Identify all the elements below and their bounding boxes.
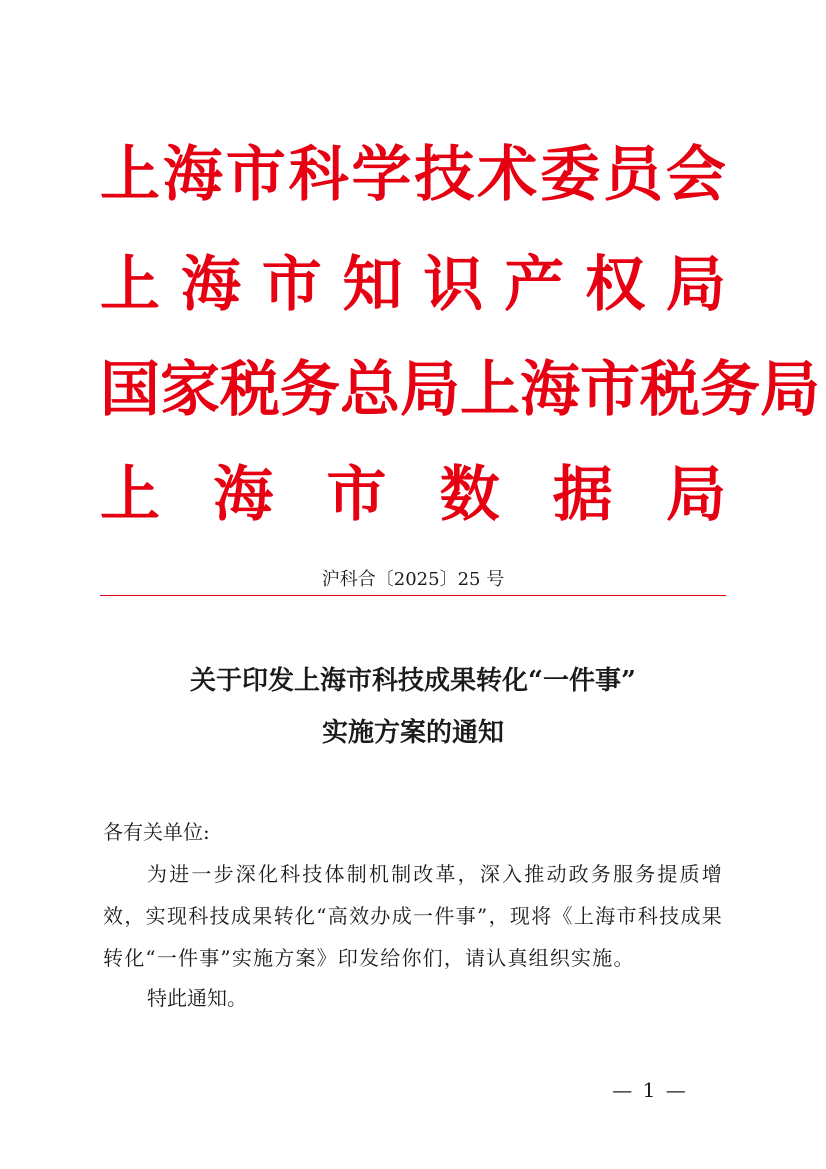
document-title-line-2: 实施方案的通知 [321,718,504,748]
issuer-line-science-commission [100,135,726,215]
issuer-char: 局 [665,460,726,530]
issuer-line-ip-bureau [100,245,726,325]
issuer-char: 总 [340,355,400,425]
red-separator-line [100,595,726,596]
issuer-char: 上 [460,355,520,425]
document-number: 沪科合〔2025〕25 号 [321,569,505,590]
issuer-char: 科 [288,140,349,210]
issuer-char: 学 [351,140,412,210]
issuer-char: 务 [280,355,340,425]
page-number: — 1 — [612,1078,688,1102]
issuer-char: 海 [520,355,580,425]
issuer-char: 海 [213,460,274,530]
document-title-line-1: 关于印发上海市科技成果转化“一件事” [190,666,636,696]
issuer-char: 数 [439,460,500,530]
issuer-char: 术 [477,140,538,210]
issuer-char: 税 [640,355,700,425]
issuer-char: 识 [423,250,484,320]
issuer-char: 委 [540,140,601,210]
issuer-char: 市 [580,355,640,425]
issuer-char: 税 [220,355,280,425]
issuer-char: 局 [760,355,820,425]
issuer-char: 技 [414,140,475,210]
issuer-char: 市 [261,250,322,320]
issuer-line-tax-bureau [100,350,820,430]
salutation: 各有关单位: [103,820,210,844]
issuer-char: 市 [326,460,387,530]
issuer-char: 产 [504,250,565,320]
issuer-char: 据 [552,460,613,530]
closing-remark: 特此通知。 [147,986,247,1010]
issuer-char: 上 [100,140,160,210]
issuer-char: 上 [100,460,160,530]
issuer-char: 局 [400,355,460,425]
issuer-char: 家 [160,355,220,425]
issuer-char: 权 [585,250,646,320]
issuer-char: 员 [603,140,663,210]
issuer-char: 市 [225,140,286,210]
issuer-char: 海 [180,250,241,320]
issuer-char: 海 [162,140,223,210]
issuer-char: 国 [100,355,160,425]
issuer-char: 局 [665,250,726,320]
issuer-char: 会 [665,140,726,210]
issuer-line-data-bureau [100,455,726,535]
issuer-char: 知 [342,250,403,320]
body-paragraph: 为进一步深化科技体制机制改革，深入推动政务服务提质增效，实现科技成果转化“高效办成一件事”，现将《上海市科技成果转化“一件事”实施方案》印发给你们，请认真组织实施。 [103,862,723,970]
issuer-char: 务 [700,355,760,425]
issuer-char: 上 [100,250,160,320]
